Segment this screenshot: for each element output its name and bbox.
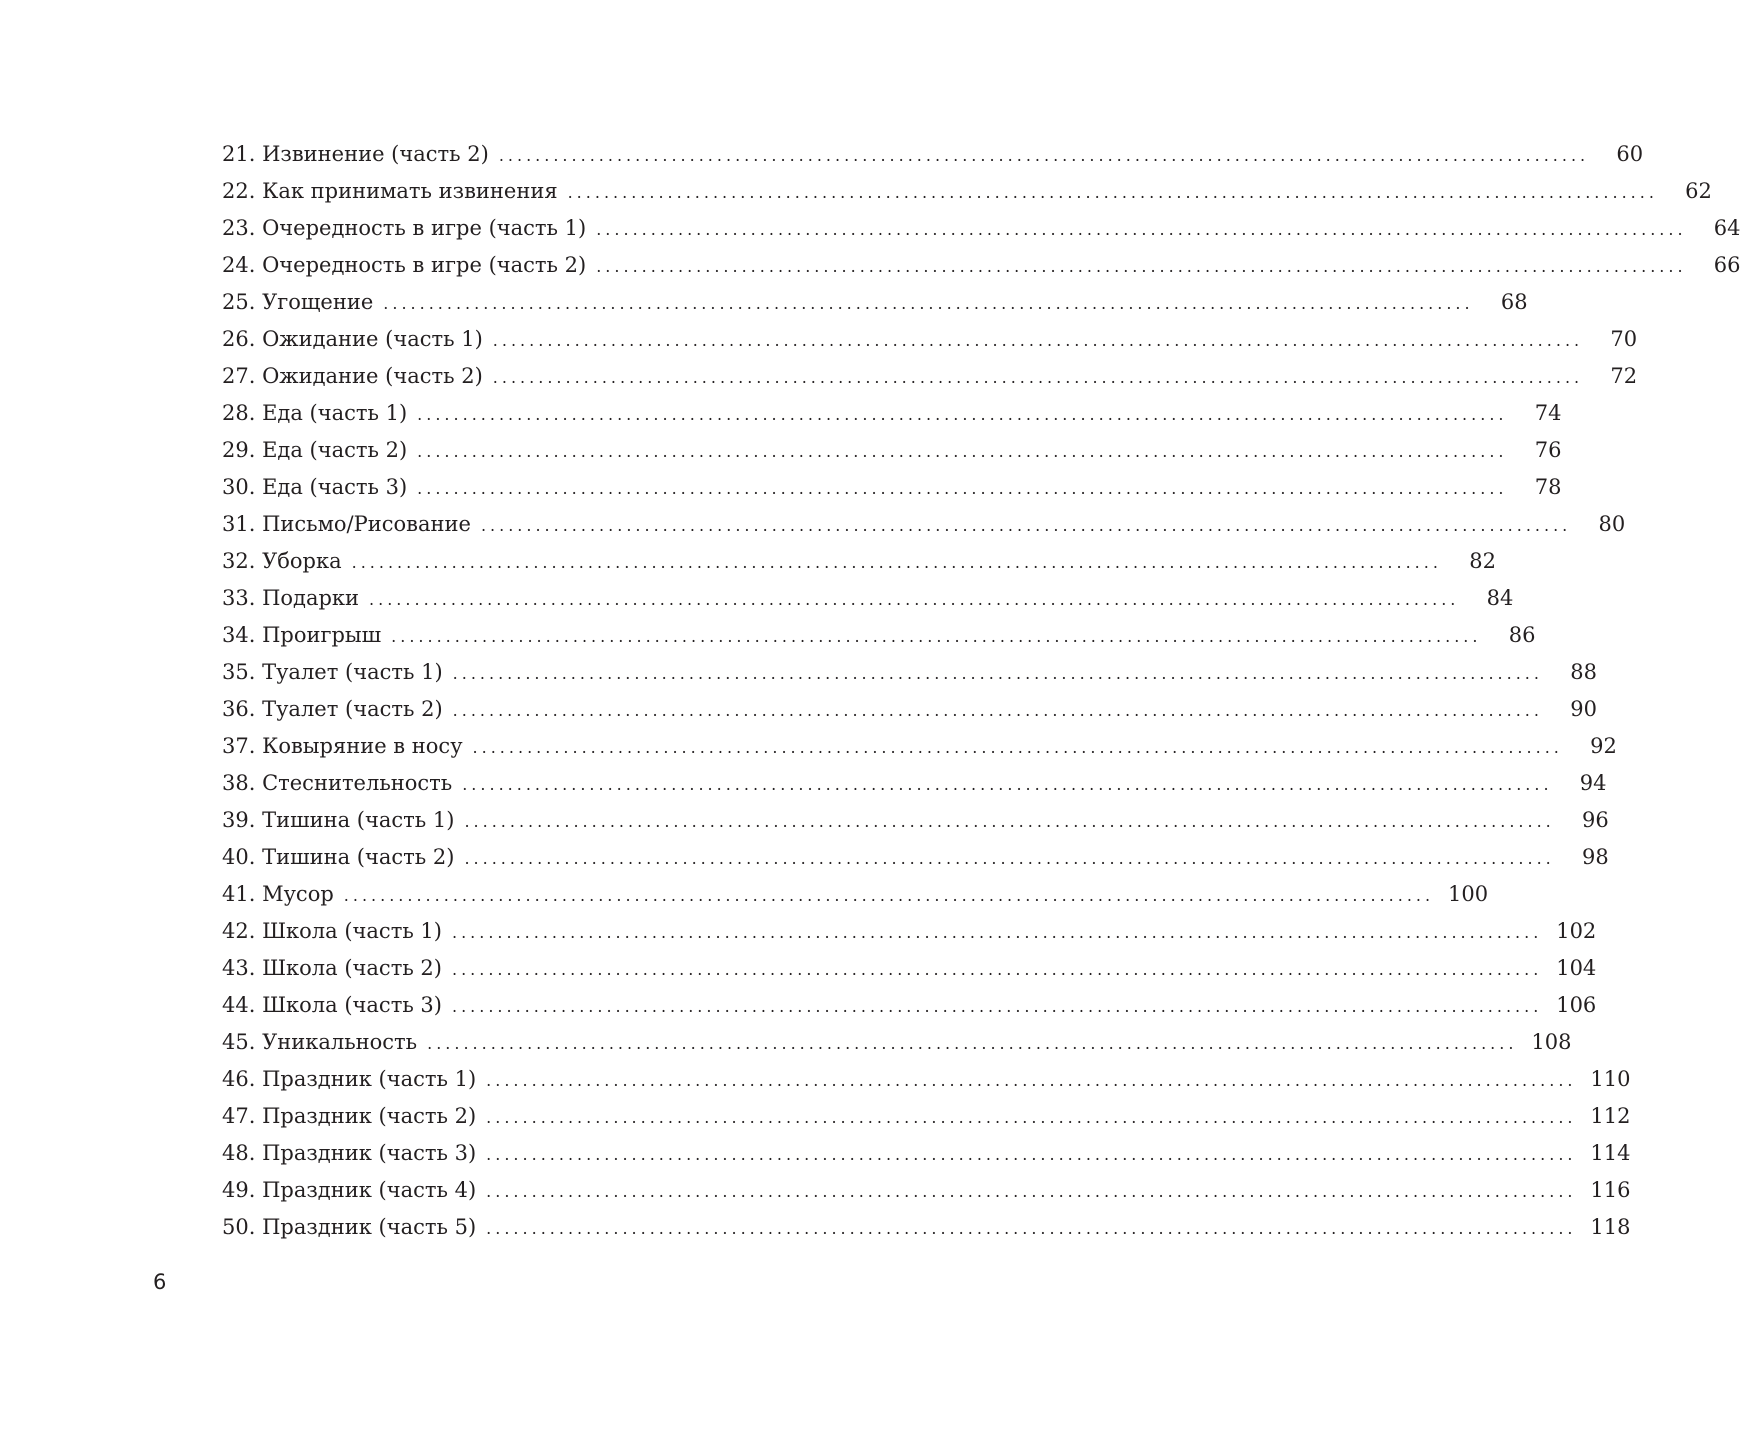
toc-entry-page: 108 bbox=[1531, 1030, 1572, 1054]
toc-dot-leader: ........................................................................................................................ bbox=[492, 368, 1584, 387]
toc-entry-page: 78 bbox=[1534, 475, 1562, 499]
toc-entry-title: 35. Туалет (часть 1) bbox=[222, 660, 443, 684]
toc-entry-page: 74 bbox=[1534, 401, 1562, 425]
toc-entry-page: 92 bbox=[1590, 734, 1617, 758]
toc-dot-leader: ........................................................................................................................ bbox=[596, 257, 1687, 276]
toc-entry-title: 34. Проигрыш bbox=[222, 623, 382, 647]
toc-dot-leader: ........................................................................................................................ bbox=[486, 1145, 1577, 1164]
toc-entry-title: 38. Стеснительность bbox=[222, 771, 453, 795]
toc-entry-25[interactable] bbox=[222, 284, 1528, 321]
toc-dot-leader: ........................................................................................................................ bbox=[383, 294, 1474, 313]
toc-entry-35[interactable] bbox=[222, 654, 1597, 691]
toc-dot-leader: ........................................................................................................................ bbox=[369, 590, 1460, 609]
toc-entry-page: 68 bbox=[1500, 290, 1528, 314]
toc-entry-38[interactable] bbox=[222, 765, 1607, 802]
toc-dot-leader: ........................................................................................................................ bbox=[462, 775, 1553, 794]
toc-entry-page: 96 bbox=[1582, 808, 1609, 832]
toc-entry-48[interactable] bbox=[222, 1135, 1631, 1172]
toc-dot-leader: ........................................................................................................................ bbox=[464, 849, 1555, 868]
toc-dot-leader: ........................................................................................................................ bbox=[451, 997, 1543, 1016]
toc-entry-title: 45. Уникальность bbox=[222, 1030, 418, 1054]
toc-entry-title: 33. Подарки bbox=[222, 586, 360, 610]
toc-entry-50[interactable] bbox=[222, 1209, 1631, 1246]
toc-entry-title: 42. Школа (часть 1) bbox=[222, 919, 442, 943]
toc-dot-leader: ........................................................................................................................ bbox=[486, 1182, 1577, 1201]
toc-dot-leader: ........................................................................................................................ bbox=[486, 1071, 1577, 1090]
toc-dot-leader: ........................................................................................................................ bbox=[452, 701, 1543, 720]
toc-entry-title: 44. Школа (часть 3) bbox=[222, 993, 442, 1017]
toc-dot-leader: ........................................................................................................................ bbox=[464, 812, 1555, 831]
toc-dot-leader: ........................................................................................................................ bbox=[343, 886, 1435, 905]
toc-entry-title: 23. Очередность в игре (часть 1) bbox=[222, 216, 587, 240]
toc-dot-leader: ........................................................................................................................ bbox=[451, 923, 1543, 942]
toc-entry-title: 32. Уборка bbox=[222, 549, 342, 573]
toc-entry-34[interactable] bbox=[222, 617, 1536, 654]
toc-entry-22[interactable] bbox=[222, 173, 1712, 210]
toc-dot-leader: ........................................................................................................................ bbox=[451, 960, 1543, 979]
toc-dot-leader: ........................................................................................................................ bbox=[567, 183, 1658, 202]
toc-entry-23[interactable] bbox=[222, 210, 1741, 247]
toc-entry-30[interactable] bbox=[222, 469, 1562, 506]
toc-entry-page: 114 bbox=[1590, 1141, 1631, 1165]
toc-entry-page: 88 bbox=[1570, 660, 1597, 684]
toc-entry-page: 86 bbox=[1508, 623, 1536, 647]
toc-entry-page: 90 bbox=[1570, 697, 1597, 721]
toc-entry-title: 43. Школа (часть 2) bbox=[222, 956, 442, 980]
toc-entry-45[interactable] bbox=[222, 1024, 1572, 1061]
toc-entry-page: 72 bbox=[1610, 364, 1638, 388]
toc-entry-title: 29. Еда (часть 2) bbox=[222, 438, 408, 462]
table-of-contents bbox=[222, 136, 1741, 1246]
toc-entry-page: 60 bbox=[1616, 142, 1644, 166]
toc-entry-title: 36. Туалет (часть 2) bbox=[222, 697, 443, 721]
toc-entry-page: 84 bbox=[1486, 586, 1514, 610]
toc-entry-title: 30. Еда (часть 3) bbox=[222, 475, 408, 499]
toc-entry-page: 112 bbox=[1590, 1104, 1631, 1128]
page-number: 6 bbox=[153, 1270, 167, 1294]
toc-entry-page: 106 bbox=[1556, 993, 1597, 1017]
toc-dot-leader: ........................................................................................................................ bbox=[596, 220, 1687, 239]
toc-dot-leader: ........................................................................................................................ bbox=[417, 442, 1508, 461]
toc-entry-26[interactable] bbox=[222, 321, 1638, 358]
toc-dot-leader: ........................................................................................................................ bbox=[427, 1034, 1518, 1053]
toc-entry-title: 39. Тишина (часть 1) bbox=[222, 808, 455, 832]
toc-entry-42[interactable] bbox=[222, 913, 1597, 950]
toc-entry-title: 49. Праздник (часть 4) bbox=[222, 1178, 477, 1202]
toc-entry-37[interactable] bbox=[222, 728, 1617, 765]
toc-entry-page: 116 bbox=[1590, 1178, 1631, 1202]
toc-dot-leader: ........................................................................................................................ bbox=[480, 516, 1572, 535]
toc-entry-page: 62 bbox=[1685, 179, 1712, 203]
toc-entry-28[interactable] bbox=[222, 395, 1562, 432]
toc-entry-49[interactable] bbox=[222, 1172, 1631, 1209]
toc-entry-title: 50. Праздник (часть 5) bbox=[222, 1215, 477, 1239]
toc-entry-title: 28. Еда (часть 1) bbox=[222, 401, 408, 425]
toc-dot-leader: ........................................................................................................................ bbox=[417, 479, 1508, 498]
toc-entry-page: 94 bbox=[1579, 771, 1607, 795]
toc-dot-leader: ........................................................................................................................ bbox=[417, 405, 1508, 424]
toc-entry-page: 70 bbox=[1610, 327, 1638, 351]
toc-entry-40[interactable] bbox=[222, 839, 1609, 876]
toc-entry-page: 110 bbox=[1590, 1067, 1631, 1091]
toc-entry-29[interactable] bbox=[222, 432, 1562, 469]
toc-dot-leader: ........................................................................................................................ bbox=[498, 146, 1590, 165]
toc-entry-page: 64 bbox=[1713, 216, 1741, 240]
toc-entry-title: 47. Праздник (часть 2) bbox=[222, 1104, 477, 1128]
toc-entry-32[interactable] bbox=[222, 543, 1496, 580]
toc-entry-title: 26. Ожидание (часть 1) bbox=[222, 327, 483, 351]
toc-entry-page: 76 bbox=[1534, 438, 1562, 462]
toc-dot-leader: ........................................................................................................................ bbox=[486, 1108, 1577, 1127]
toc-entry-title: 25. Угощение bbox=[222, 290, 374, 314]
toc-entry-page: 66 bbox=[1713, 253, 1741, 277]
toc-entry-title: 22. Как принимать извинения bbox=[222, 179, 558, 203]
toc-entry-36[interactable] bbox=[222, 691, 1597, 728]
toc-entry-page: 118 bbox=[1590, 1215, 1631, 1239]
toc-entry-title: 46. Праздник (часть 1) bbox=[222, 1067, 477, 1091]
toc-entry-page: 104 bbox=[1556, 956, 1597, 980]
toc-entry-page: 100 bbox=[1448, 882, 1489, 906]
toc-entry-page: 98 bbox=[1582, 845, 1609, 869]
toc-entry-31[interactable] bbox=[222, 506, 1626, 543]
toc-entry-24[interactable] bbox=[222, 247, 1741, 284]
toc-entry-43[interactable] bbox=[222, 950, 1597, 987]
toc-entry-title: 41. Мусор bbox=[222, 882, 334, 906]
toc-dot-leader: ........................................................................................................................ bbox=[486, 1219, 1577, 1238]
toc-entry-21[interactable] bbox=[222, 136, 1644, 173]
toc-entry-39[interactable] bbox=[222, 802, 1609, 839]
toc-entry-47[interactable] bbox=[222, 1098, 1631, 1135]
toc-entry-title: 21. Извинение (часть 2) bbox=[222, 142, 489, 166]
toc-entry-title: 27. Ожидание (часть 2) bbox=[222, 364, 483, 388]
toc-dot-leader: ........................................................................................................................ bbox=[391, 627, 1482, 646]
toc-entry-44[interactable] bbox=[222, 987, 1597, 1024]
toc-dot-leader: ........................................................................................................................ bbox=[351, 553, 1442, 572]
toc-entry-27[interactable] bbox=[222, 358, 1638, 395]
toc-dot-leader: ........................................................................................................................ bbox=[452, 664, 1543, 683]
toc-entry-page: 102 bbox=[1556, 919, 1597, 943]
toc-entry-title: 37. Ковыряние в носу bbox=[222, 734, 463, 758]
toc-entry-title: 31. Письмо/Рисование bbox=[222, 512, 471, 536]
toc-entry-page: 82 bbox=[1469, 549, 1496, 573]
toc-entry-46[interactable] bbox=[222, 1061, 1631, 1098]
toc-entry-title: 40. Тишина (часть 2) bbox=[222, 845, 455, 869]
toc-entry-title: 48. Праздник (часть 3) bbox=[222, 1141, 477, 1165]
toc-dot-leader: ........................................................................................................................ bbox=[492, 331, 1584, 350]
toc-entry-33[interactable] bbox=[222, 580, 1514, 617]
toc-entry-page: 80 bbox=[1598, 512, 1626, 536]
toc-entry-41[interactable] bbox=[222, 876, 1489, 913]
toc-dot-leader: ........................................................................................................................ bbox=[472, 738, 1563, 757]
toc-entry-title: 24. Очередность в игре (часть 2) bbox=[222, 253, 587, 277]
